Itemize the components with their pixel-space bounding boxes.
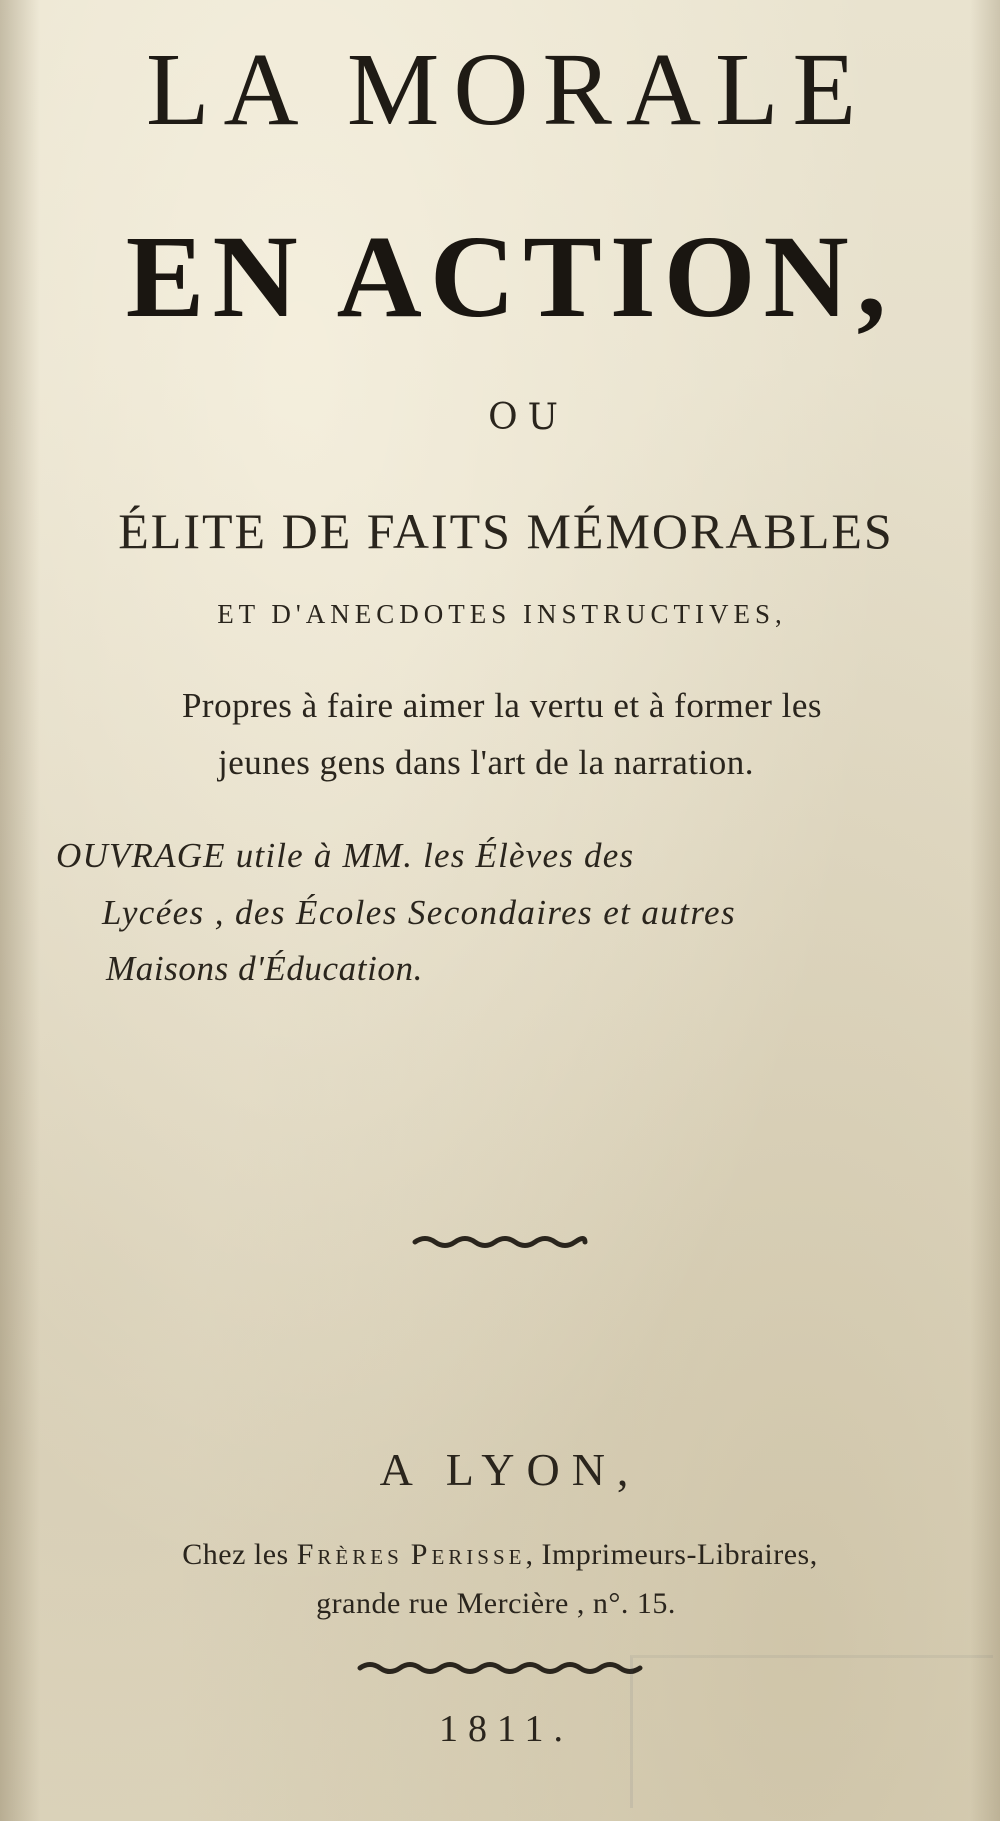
wave-ornament-icon [410,1233,590,1251]
imprint-place: A LYON, [379,1444,641,1495]
work-line-3: Maisons d'Éducation. [106,949,423,988]
imprint-publisher-line [0,1540,1000,1570]
subtitle-line-1: ÉLITE DE FAITS MÉMORABLES [118,503,894,559]
description-line-2: jeunes gens dans l'art de la narration. [217,743,755,782]
imprint-perisse: Perisse [410,1538,526,1571]
title-conjunction: OU [488,397,568,438]
imprint-trade: , Imprimeurs-Libraires, [525,1538,818,1571]
title-line-1: LA MORALE [146,32,870,147]
work-line-2: Lycées , des Écoles Secondaires et autres [102,893,737,932]
description-line-1: Propres à faire aimer la vertu et à former les [181,686,823,725]
title-line-2: EN ACTION, [125,211,895,342]
imprint-address: grande rue Mercière , n°. 15. [316,1587,676,1620]
subtitle-line-2: ET D'ANECDOTES INSTRUCTIVES, [217,599,787,629]
imprint-freres: Frères [296,1538,403,1571]
library-stamp-ghost [630,1655,993,1808]
work-line-1: OUVRAGE utile à MM. les Élèves des [56,836,635,875]
wave-ornament-icon [355,1659,645,1677]
imprint-year: 1811. [438,1708,574,1750]
wave-ornament-short [0,1233,1000,1255]
imprint-chez: Chez les [182,1538,289,1571]
